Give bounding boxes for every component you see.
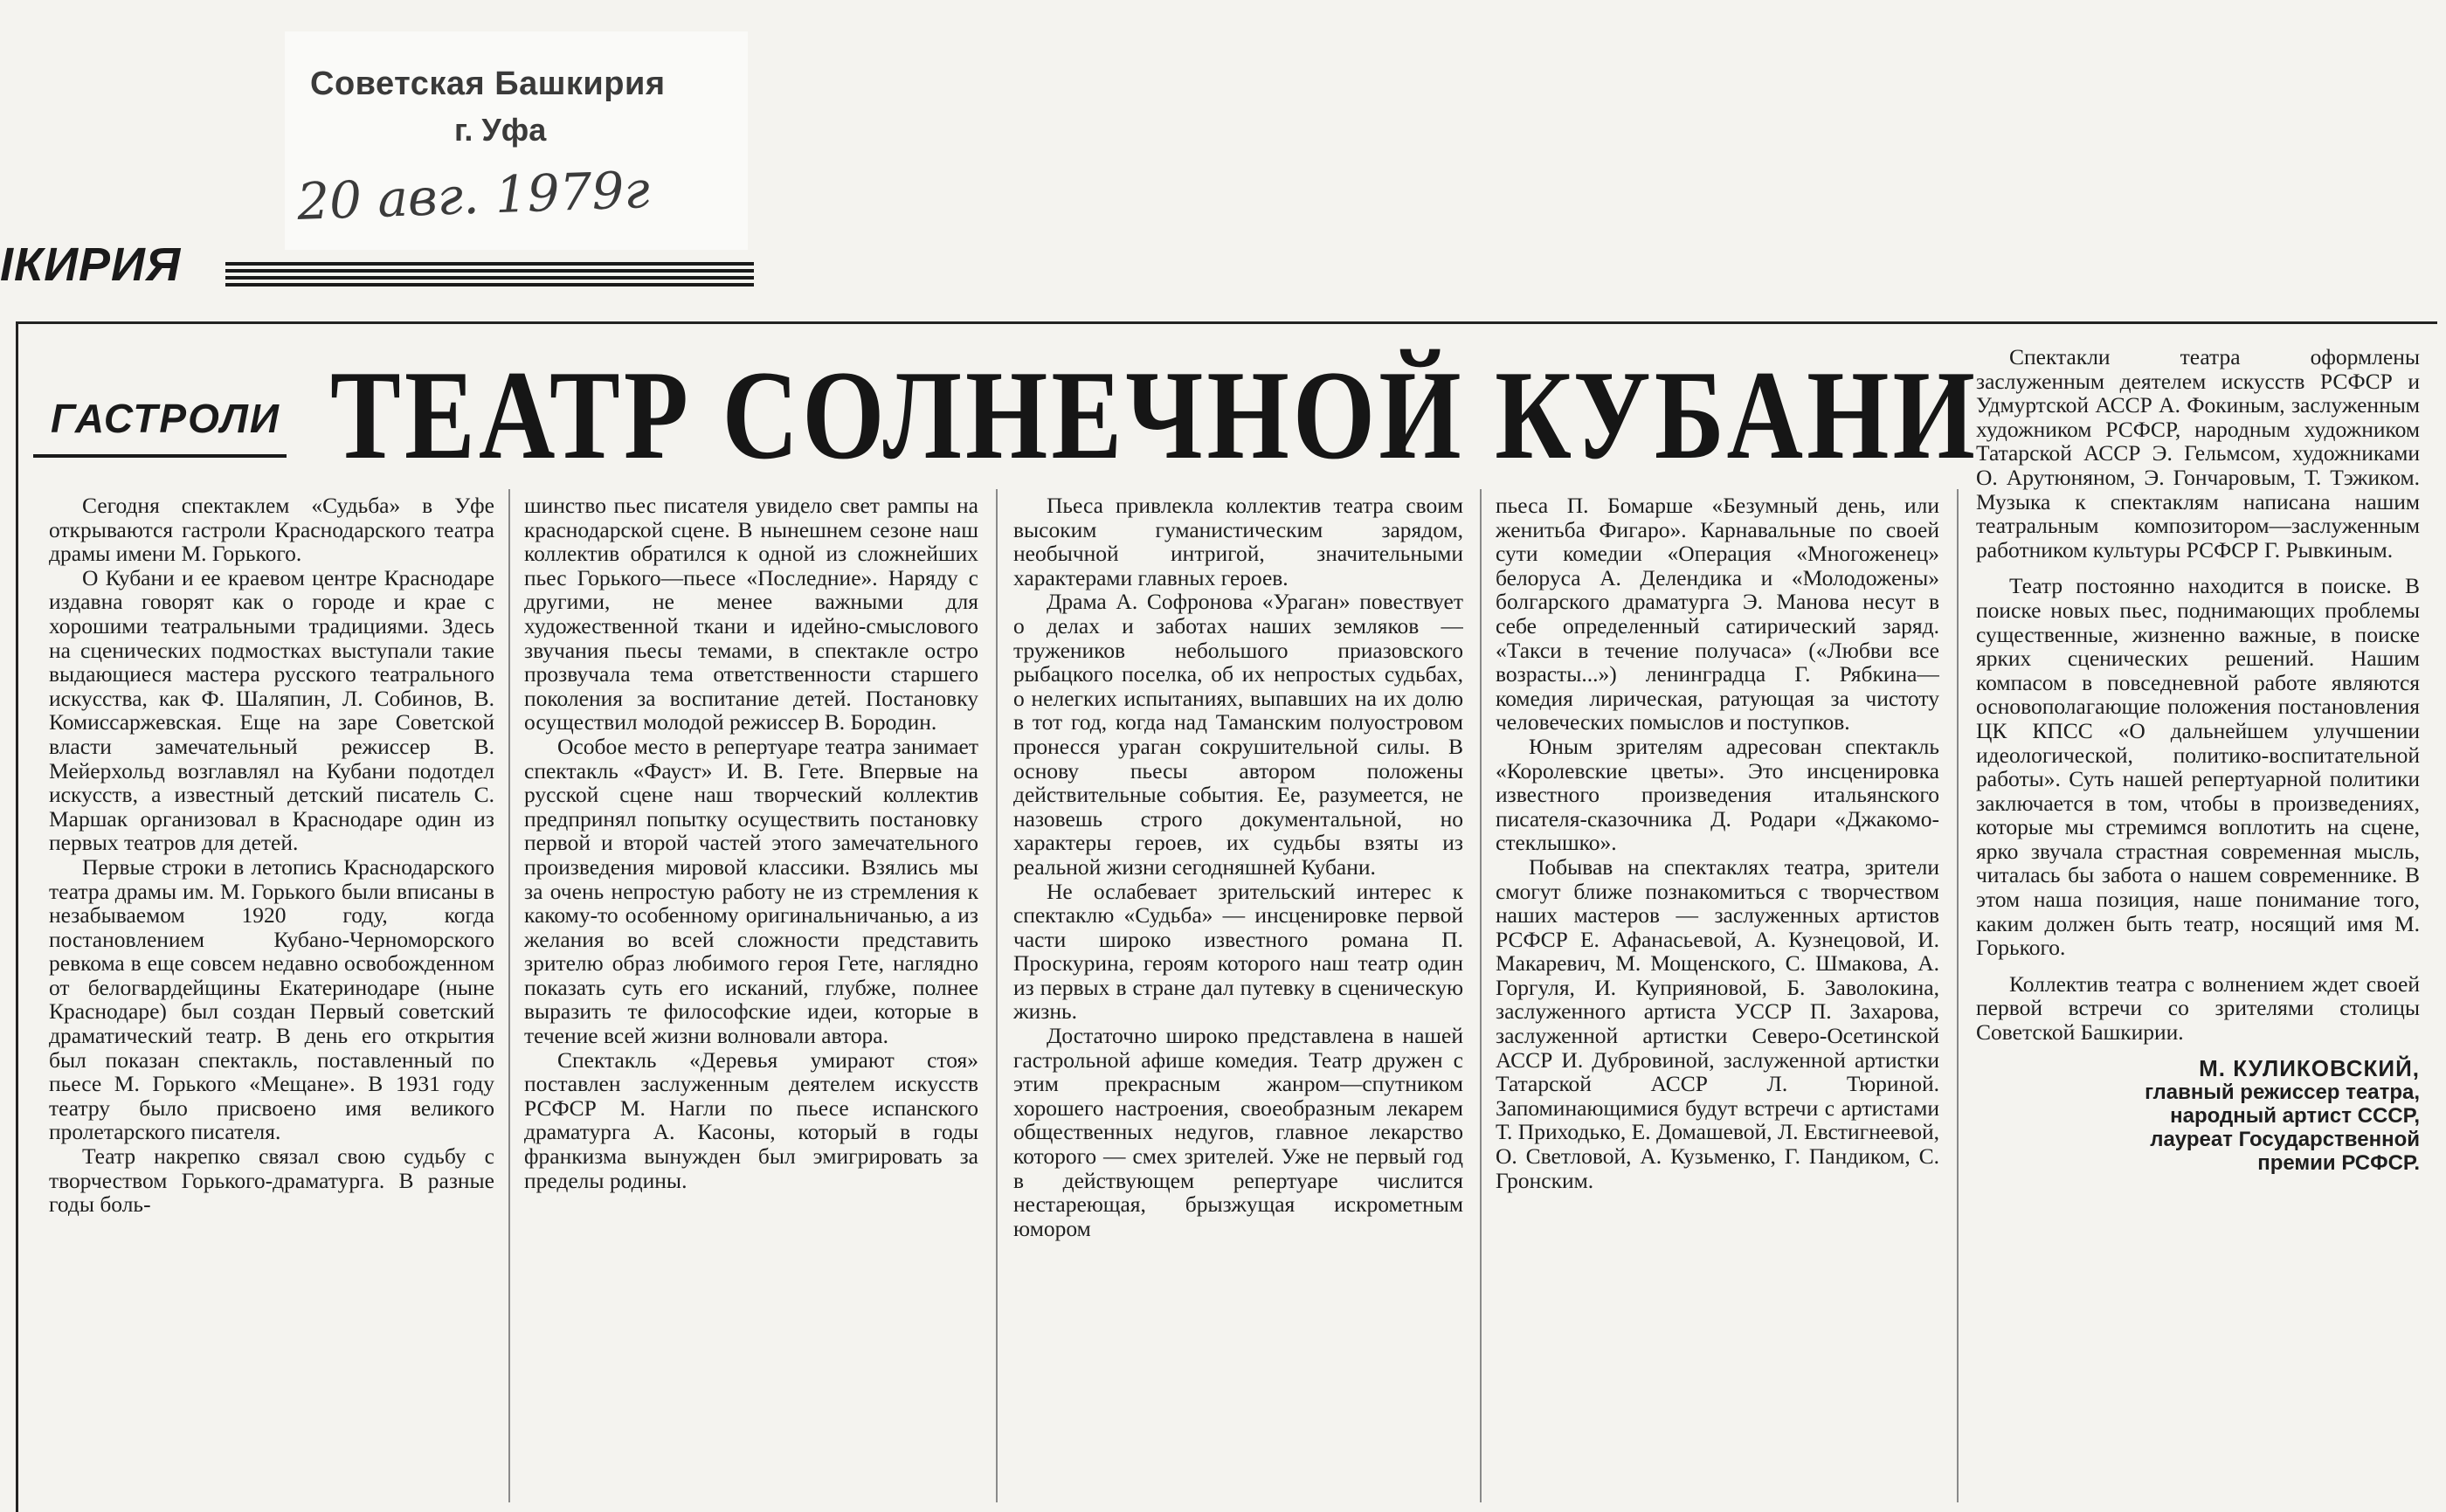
article-frame-top [16,321,2437,324]
paragraph: Не ослабевает зрительский интерес к спектаклю «Судьба» — инсценировке первой части широко известного романа П. Проскурина, героям которого наш театр один из первых в стране дал путевку в сценическую жизнь. [1013,878,1463,1025]
article-column-1 [49,494,494,1498]
paragraph: Спектакли театра оформлены заслуженным деятелем искусств РСФСР и Удмуртской АССР А. Фокиным, заслуженным художником РСФСР, народным художником Татарской АССР Э. Гельмсом, художниками О. Арутюняном, Э. Гончаровым, Т. Тэжиком. Музыка к спектаклям написана нашим театральным композитором—заслуженным работником культуры РСФСР Г. Рывкиным. [1976,345,2420,563]
author-title-line: лауреат Государственной [2150,1127,2420,1151]
column-divider [1480,489,1482,1502]
author-title-line: главный режиссер театра, [2145,1080,2420,1104]
author-title-line: народный артист СССР, [2170,1103,2420,1128]
article-headline: ТЕАТР СОЛНЕЧНОЙ КУБАНИ [330,344,1979,486]
handwritten-date: 20 авг. 1979г [295,159,651,232]
stamp-city: г. Уфа [454,112,547,148]
author-name: М. КУЛИКОВСКИЙ, [2199,1054,2420,1081]
article-rubric: ГАСТРОЛИ [51,396,280,441]
column-divider [996,489,998,1502]
paragraph: Спектакль «Деревья умирают стоя» поставлен заслуженным деятелем искусств РСФСР М. Нагли по пьесе испанского драматурга А. Касоны, который в годы франкизма вынужден был эмигрировать за пределы родины. [524,1046,978,1193]
author-signature [1976,1054,2420,1175]
paragraph: Театр постоянно находится в поиске. В поиске новых пьес, поднимающих проблемы существенные, жизненно важные, в поиске ярких сценических решений. Нашим компасом в повседневной работе являются основополагающие положения постановления ЦК КПСС «О дальнейшем улучшении идеологической, политико-воспитательной работы». Суть нашей репертуарной политики заключается в том, чтобы в произведениях, которые мы стремимся воплотить на сцене, ярко звучала страстная современная мысль, читалась бы забота о нашем современнике. В этом наша позиция, наше понимание того, каким должен быть театр, носящий имя М. Горького. [1976,573,2420,961]
author-title-line: премии РСФСР. [2257,1150,2420,1175]
paragraph: Достаточно широко представлена в нашей гастрольной афише комедия. Театр дружен с этим прекрасным жанром—спутником хорошего настроения, своеобразным лекарем общественных недугов, главное лекарство которого — смех зрителей. Уже не первый год в действующем репертуаре числится нестареющая, брызжущая искрометным юмором [1013,1023,1463,1241]
paragraph: Сегодня спектаклем «Судьба» в Уфе открываются гастроли Краснодарского театра драмы имени М. Горького. [49,494,494,567]
column-divider [508,489,510,1502]
article-column-5 [1976,345,2420,1507]
article-column-3 [1013,494,1463,1498]
paragraph: Первые строки в летопись Краснодарского театра драмы им. М. Горького были вписаны в незабываемом 1920 году, когда постановлением Кубано-Черноморского ревкома в еще совсем недавно освобожденном от белогвардейщины Екатеринодаре (ныне Краснодаре) был создан Первый советский драматический театр. В день его открытия был показан спектакль, поставленный по пьесе М. Горького «Мещане». В 1931 году театру было присвоено имя великого пролетарского писателя. [49,853,494,1145]
rubric-underline [33,454,287,458]
stamp-newspaper-name: Советская Башкирия [310,66,666,102]
paragraph: Театр накрепко связал свою судьбу с творчеством Горького-драматурга. В разные годы боль- [49,1143,494,1218]
article-column-2 [524,494,978,1498]
paragraph: Особое место в репертуаре театра занимает спектакль «Фауст» И. В. Гете. Впервые на русской сцене наш творческий коллектив предпринял попытку осуществить постановку первой и второй частей этого замечательного произведения мировой классики. Взялись мы за очень непростую работу не из стремления к какому-то особенному оригинальничанью, а из желания во всей сложности представить зрителю образ любимого героя Гете, наглядно показать суть его исканий, глубже, полнее выразить те философские идеи, которые в течение всей жизни волновали автора. [524,733,978,1049]
paragraph: Юным зрителям адресован спектакль «Королевские цветы». Это инсценировка известного произведения итальянского писателя-сказочника Д. Родари «Джакомо-стеклышко». [1496,733,1939,856]
newspaper-section-name: ІКИРИЯ [0,238,182,291]
column-divider [1957,489,1959,1502]
paragraph: шинство пьес писателя увидело свет рампы на краснодарской сцене. В нынешнем сезоне наш коллектив обратился к одной из сложнейших пьес Горького—пьесе «Последние». Наряду с другими, не менее важными для художественной ткани и идейно-смыслового звучания пьесы темами, в спектакле остро прозвучала тема ответственности старшего поколения за воспитание детей. Постановку осуществил молодой режиссер В. Бородин. [524,494,978,735]
section-rule [225,262,754,288]
paragraph: Драма А. Софронова «Ураган» повествует о делах и заботах наших земляков — тружеников небольшого приазовского рыбацкого поселка, об их непростых судьбах, о нелегких испытаниях, выпавших на их долю в тот год, когда над Таманским полуостровом пронесся ураган сокрушительной силы. В основу пьесы автором положены действительные события. Ее, разумеется, не назовешь строго документальной, но характеры героев, их судьбы взяты из реальной жизни сегодняшней Кубани. [1013,589,1463,880]
article-column-4 [1496,494,1939,1498]
paragraph: Побывав на спектаклях театра, зрители смогут ближе познакомиться с творчеством наших мастеров — заслуженных артистов РСФСР Е. Афанасьевой, А. Кузнецовой, И. Макаревич, М. Мощенского, С. Шмакова, А. Горгуля, И. Куприяновой, Б. Заволокина, заслуженного артиста УССР П. Захарова, заслуженной артистки Северо-Осетинской АССР И. Дубровиной, заслуженной артистки Татарской АССР Л. Тюриной. Запоминающимися будут встречи с артистами Т. Приходько, Е. Домашевой, Л. Евстигнеевой, О. Светловой, А. Кузьменко, Г. Пандиком, С. Гронским. [1496,853,1939,1193]
paragraph: пьеса П. Бомарше «Безумный день, или женитьба Фигаро». Карнавальные по своей сути комедии «Операция «Многоженец» белоруса А. Делендика и «Молодожены» болгарского драматурга Э. Манова несут в себе определенный сатирический заряд. «Такси в течение получаса» («Любви все возрасты...») ленинградца Г. Рябкина—комедия лирическая, ратующая за чистоту человеческих помыслов и поступков. [1496,494,1939,735]
paragraph: О Кубани и ее краевом центре Краснодаре издавна говорят как о городе и крае с хорошими театральными традициями. Здесь на сценических подмостках выступали такие выдающиеся мастера русского театрального искусства, как Ф. Шаляпин, Л. Собинов, В. Комиссаржевская. Еще на заре Советской власти замечательный режиссер В. Мейерхольд возглавлял на Кубани подотдел искусств, а известный детский писатель С. Маршак организовал в Краснодаре один из первых театров для детей. [49,564,494,856]
paragraph: Пьеса привлекла коллектив театра своим высоким гуманистическим зарядом, необычной интригой, значительными характерами главных героев. [1013,494,1463,590]
article-frame-left [16,321,18,1512]
paragraph: Коллектив театра с волнением ждет своей первой встречи со зрителями столицы Советской Башкирии. [1976,970,2420,1046]
